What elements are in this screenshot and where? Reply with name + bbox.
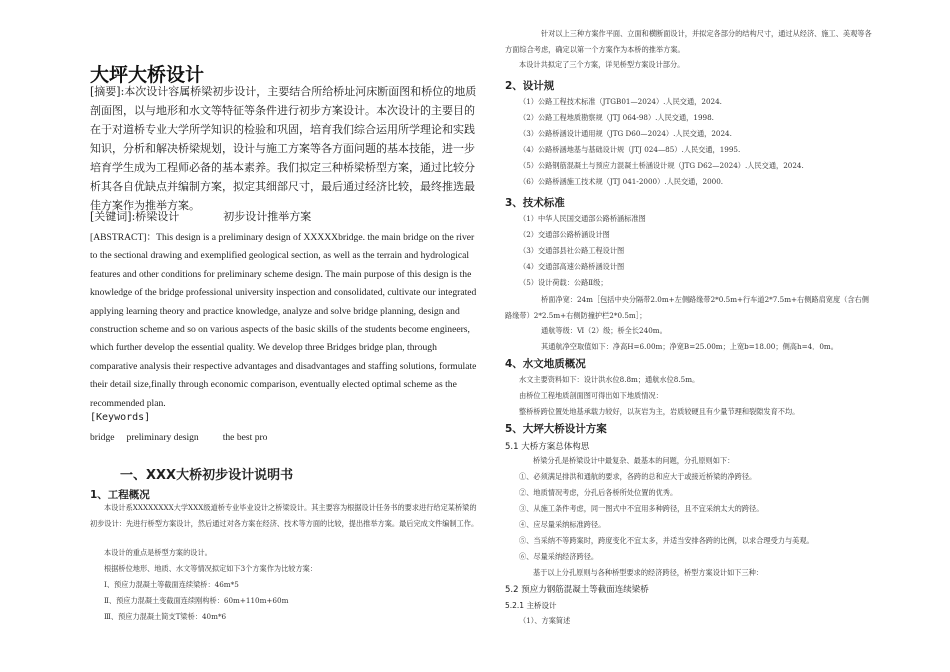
- s1-heading: 1、工程概况: [90, 489, 150, 501]
- s2-item-3: （3）公路桥涵设计通用规（JTG D60—2024）.人民交通，2024.: [519, 129, 732, 138]
- keywords-en: [90, 432, 267, 443]
- s4-heading: 4、水文地质概况: [505, 358, 586, 370]
- s3-item-4: （4）交通部高速公路桥涵设计图: [519, 262, 625, 271]
- s4-p3: 整桥桥跨位置处地基承载力较好，以灰岩为主，岩质较硬且有少量节理和裂隙发育不均。: [519, 407, 800, 416]
- s2-heading: 2、设计规: [505, 80, 555, 92]
- s1-item-3: Ⅲ、预应力混凝土简支T梁桥：40m*6: [104, 612, 227, 621]
- keyword-en-1: bridge: [90, 432, 115, 443]
- s3-heading: 3、技术标准: [505, 197, 565, 209]
- intro-p2: 本设计共拟定了三个方案，详见桥型方案设计部分。: [519, 60, 685, 69]
- s2-item-1: （1）公路工程技术标准（JTGB01—2024）.人民交通，2024.: [519, 97, 722, 106]
- s3-item-3: （3）交通部县社公路工程设计图: [519, 246, 625, 255]
- keyword-2: 初步设计推举方案: [223, 210, 312, 223]
- s5-item-3: ③、从施工条件考虑，同一图式中不宜用多种跨径，且不宜采纳太大的跨径。: [519, 504, 764, 513]
- s3-width: 桥面净宽：24m［包括中央分隔带2.0m+左侧路缘带2*0.5m+行车道2*7.5m+右侧路肩宽度（含右侧路缘带）2*2.5m+右侧防撞护栏2*0.5m］；: [505, 295, 869, 320]
- s1-item-2: Ⅱ、预应力混凝土变截面连续刚构桥：60m+110m+60m: [104, 596, 289, 605]
- s5-item-6: ⑥、尽量采纳经济跨径。: [519, 552, 599, 561]
- s5-sub1: 5.1 大桥方案总体构思: [505, 442, 590, 452]
- s5-heading: 5、大坪大桥设计方案: [505, 423, 607, 435]
- s3-item-2: （2）交通部公路桥涵设计图: [519, 230, 610, 239]
- s4-p1: 水文主要资料如下：设计洪水位8.8m；通航水位8.5m。: [519, 375, 700, 384]
- s3-clearance: 其通航净空取值如下：净高H=6.00m；净宽B=25.00m；上宽b=18.00；侧高h=4．0m。: [541, 342, 838, 351]
- s3-seismic: 通航等级：Ⅵ（2）级；桥全长240m。: [541, 326, 667, 335]
- s3-item-5: （5）设计荷载：公路Ⅱ级；: [519, 278, 608, 287]
- s5-sub3: 5.2.1 主桥设计: [505, 601, 557, 610]
- s1-p2: 本设计的重点是桥型方案的设计。: [104, 548, 212, 557]
- section-title: 一、XXX大桥初步设计说明书: [120, 468, 294, 483]
- abstract-en: [ABSTRACT]：This design is a preliminary design of XXXXXbridge. the main bridge on the river to the sectional drawing and exemplified geological section, as well as the terrain and hydrological features and other conditions for preliminary scheme design. The main purpose of this design is the knowledge of the bridge professional university inspection and consolidated, cultivate our integrated applying learning theory and practice knowledge, analyze and solve bridge planning, design and construction scheme and so on various aspects of the basic skills of the students become engineers, which further develop the essential quality. We develop three Bridges bridge plan, through comparative analysis their respective advantages and disadvantages and staffing solutions, formulate their detail size,finally through economic comparison, eventually elected optimal scheme as the recommended plan.: [90, 232, 477, 409]
- keywords-en-heading: [Keywords]: [90, 412, 151, 423]
- s1-p3: 根据桥位地形、地质、水文等情况拟定如下3个方案作为比较方案：: [104, 564, 318, 573]
- s4-p2: 由桥位工程地质剖面图可得出如下地质情况：: [519, 391, 663, 400]
- intro-p1: 针对以上三种方案作平面、立面和横断面设计，并拟定各部分的结构尺寸，通过从经济、施工、美观等各方面综合考虑，确定以第一个方案作为本桥的推举方案。: [505, 29, 872, 54]
- keywords-cn-label: [关键词]:: [90, 210, 136, 223]
- s5-p1: 桥梁分孔是桥梁设计中最复杂、最基本的问题，分孔原则如下：: [533, 456, 735, 465]
- s2-item-6: （6）公路桥涵施工技术规（JTJ 041-2000）.人民交通，2000.: [519, 177, 724, 186]
- s5-p2: 基于以上分孔原则与各种桥型要求的经济跨径，桥型方案设计如下三种：: [533, 568, 764, 577]
- s5-item-2: ②、地质情况考虑，分孔后各桥所处位置的优秀。: [519, 488, 678, 497]
- s2-item-5: （5）公路钢筋混凝土与预应力混凝土桥涵设计规（JTG D62—2024）.人民交通，2024.: [519, 161, 804, 170]
- keywords-cn: [90, 208, 311, 224]
- s5-item-1: ①、必须满足排洪和通航的要求，各跨的总和应大于或接近桥梁的净跨径。: [519, 472, 757, 481]
- doc-title: 大坪大桥设计: [90, 64, 205, 86]
- keyword-en-2: preliminary design: [126, 432, 199, 443]
- s1-p1: 本设计系XXXXXXXX大学XXX级道桥专业毕业设计之桥梁设计。其主要容为根据设计任务书的要求进行给定某桥梁的初步设计：先进行桥型方案设计，然后通过对各方案在经济、技术等方面的比较，提出推举方案。最后完成文件编制工作。: [90, 503, 479, 528]
- s5-item-4: ④、应尽量采纳标准跨径。: [519, 520, 606, 529]
- s5-sub4: （1）、方案简述: [519, 616, 571, 625]
- s3-item-1: （1）中华人民国交通部公路桥涵标准图: [519, 214, 646, 223]
- s2-item-4: （4）公路桥涵地基与基础设计规（JTJ 024—85）.人民交通，1995.: [519, 145, 741, 154]
- s1-item-1: Ⅰ、预应力混凝土等截面连续梁桥：46m*5: [104, 580, 239, 589]
- s5-item-5: ⑤、当采纳不等跨案时，跨度变化不宜太多，并适当安排各跨的比例，以求合理受力与美观。: [519, 536, 814, 545]
- s5-sub2: 5.2 预应力钢筋混凝土等截面连续梁桥: [505, 585, 649, 595]
- keyword-1: 桥梁设计: [135, 210, 180, 223]
- s2-item-2: （2）公路工程地质勘察规（JTJ 064-98）.人民交通，1998.: [519, 113, 714, 122]
- abstract-cn: [摘要]:本次设计容属桥梁初步设计，主要结合所给桥址河床断面图和桥位的地质剖面图，以与地形和水文等特征等条件进行初步方案设计。本次设计的主要目的在于对道桥专业大学所学知识的检验和巩固，培育我们综合运用所学理论和实践知识，分析和解决桥梁规划，设计与施工方案等各方面问题的基本技能，进一步培育学生成为工程师必备的基本素养。我们拟定三种桥梁桥型方案，通过比较分析其各自优缺点并编制方案，拟定其细部尺寸，最后通过经济比较，最终推选最佳方案作为推举方案。: [90, 85, 477, 212]
- keyword-en-3: the best pro: [222, 432, 268, 443]
